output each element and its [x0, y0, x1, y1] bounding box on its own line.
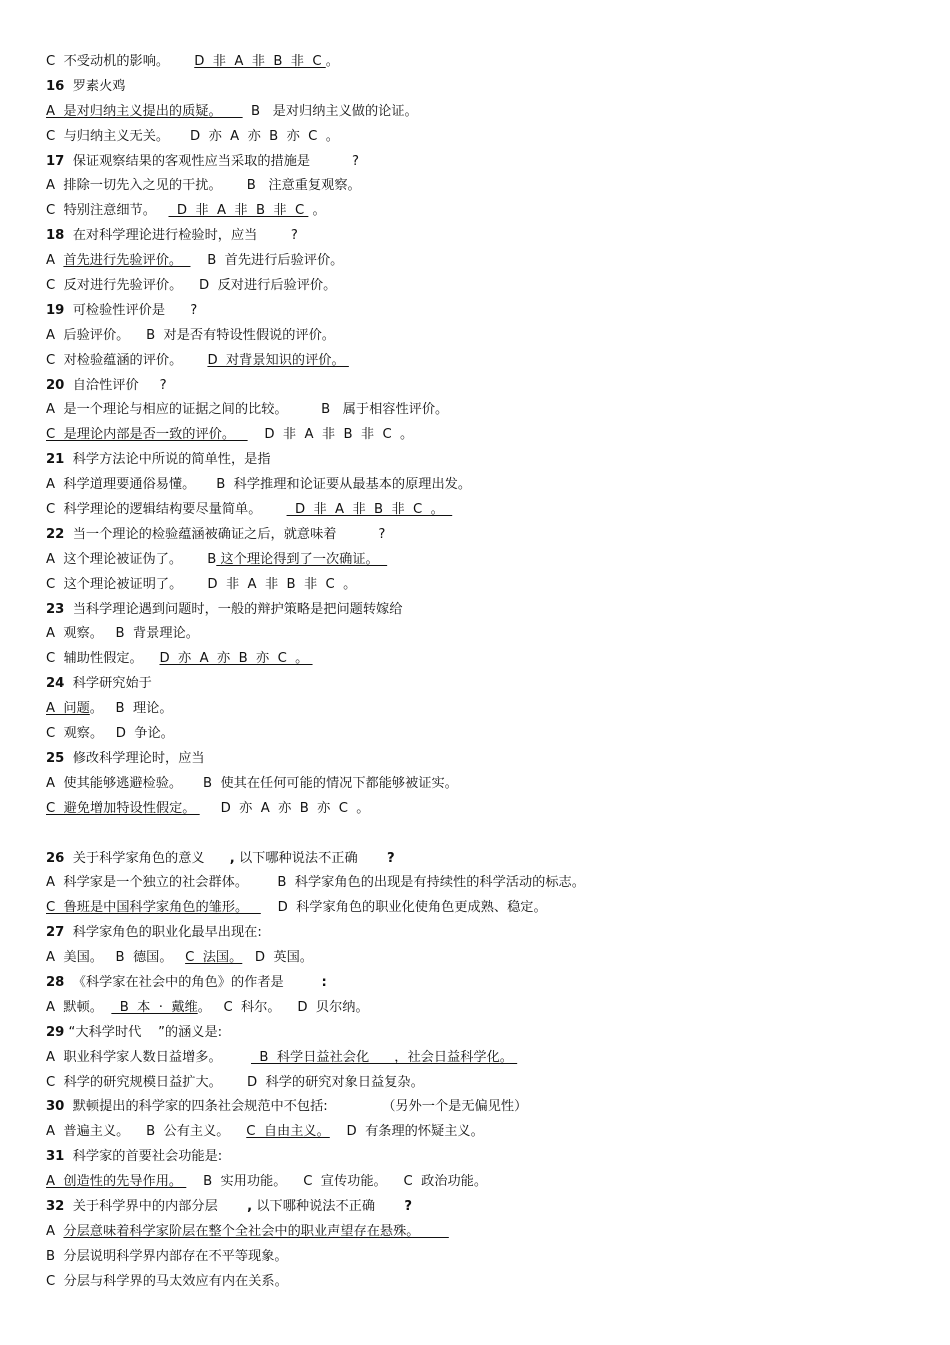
question-number: 28	[46, 974, 65, 990]
line-text: A 普遍主义。 B 公有主义。	[46, 1124, 247, 1140]
question-number: 22	[46, 526, 65, 542]
line-text: 。 B 理论。	[89, 701, 173, 717]
answer-text: D 非 A 非 B 非 C	[194, 54, 326, 69]
text-line	[46, 971, 926, 996]
text-line	[46, 274, 926, 299]
line-text: D 有条理的怀疑主义。	[329, 1124, 484, 1140]
line-text: C 辅助性假定。	[46, 651, 160, 667]
text-line	[46, 199, 926, 224]
line-text: D 英国。	[242, 950, 313, 966]
line-text: D 亦 A 亦 B 亦 C 。	[199, 800, 370, 816]
line-text: 在对科学理论进行检验时，应当 ?	[64, 228, 298, 244]
line-text: A 是一个理论与相应的证据之间的比较。 B 属于相容性评价。	[46, 402, 449, 418]
answer-text: C 避免增加特设性假定。	[46, 800, 200, 816]
text-line	[46, 573, 926, 598]
question-number: 25	[46, 750, 65, 766]
line-text: A 后验评价。 B 对是否有特设性假说的评价。	[46, 327, 335, 343]
text-line	[46, 1071, 926, 1096]
line-text: C 与归纳主义无关。 D 亦 A 亦 B 亦 C 。	[46, 128, 339, 144]
answer-text: D 非 A 非 B 非 C 。	[286, 502, 453, 518]
line-text: ?	[404, 1198, 413, 1214]
text-line	[46, 996, 926, 1021]
text-line	[46, 125, 926, 150]
text-line	[46, 921, 926, 946]
line-text: C 科学理论的逻辑结构要尽量简单。	[46, 502, 287, 518]
question-number: 26	[46, 850, 65, 866]
line-text: B 首先进行后验评价。	[190, 253, 344, 269]
answer-text: 分层意味着科学家阶层在整个全社会中的职业声望存在悬殊。	[63, 1223, 449, 1239]
line-text: 默顿提出的科学家的四条社会规范中不包括: （另外一个是无偏见性）	[64, 1099, 528, 1115]
line-text: 可检验性评价是 ?	[64, 302, 198, 318]
line-text: B 是对归纳主义做的论证。	[242, 103, 418, 119]
line-text: 关于科学家角色的意义	[64, 850, 230, 866]
text-line	[46, 1095, 926, 1120]
text-line	[46, 50, 926, 75]
text-line	[46, 772, 926, 797]
line-text: C 观察。 D 争论。	[46, 726, 174, 742]
text-line	[46, 1120, 926, 1145]
line-text: 科学家的首要社会功能是:	[64, 1149, 223, 1165]
line-text: 以下哪种说法不正确	[252, 1198, 405, 1214]
text-line	[46, 349, 926, 374]
text-line	[46, 797, 926, 822]
question-number: 20	[46, 377, 65, 393]
question-number: 32	[46, 1198, 65, 1214]
text-line	[46, 1270, 926, 1295]
line-text: A 观察。 B 背景理论。	[46, 626, 199, 642]
question-number: 27	[46, 925, 65, 941]
text-line	[46, 1046, 926, 1071]
text-line	[46, 946, 926, 971]
text-line	[46, 647, 926, 672]
line-text: 修改科学理论时，应当	[64, 750, 205, 766]
text-line	[46, 697, 926, 722]
text-line	[46, 622, 926, 647]
text-line	[46, 299, 926, 324]
line-text: A 职业科学家人数日益增多。	[46, 1049, 251, 1065]
question-number: 30	[46, 1099, 65, 1115]
answer-text: D 对背景知识的评价。	[207, 352, 349, 368]
blank-line	[46, 822, 926, 847]
line-text: C 特别注意细节。	[46, 203, 169, 219]
line-text: 科学方法论中所说的简单性，是指	[64, 452, 271, 468]
text-line	[46, 548, 926, 573]
line-text: A	[46, 253, 64, 269]
question-number: 18	[46, 228, 65, 244]
text-line	[46, 523, 926, 548]
text-line	[46, 722, 926, 747]
text-line	[46, 423, 926, 448]
line-text: C 对检验蕴涵的评价。	[46, 352, 208, 368]
line-text: C 分层与科学界的马太效应有内在关系。	[46, 1273, 288, 1289]
line-text: A 排除一切先入之见的干扰。 B 注意重复观察。	[46, 178, 361, 194]
text-line	[46, 847, 926, 872]
line-text: D 非 A 非 B 非 C 。	[247, 427, 414, 443]
line-text: 自洽性评价 ?	[64, 377, 167, 393]
line-text: :	[321, 974, 327, 990]
text-line	[46, 324, 926, 349]
question-number: 21	[46, 452, 65, 468]
line-text: ?	[387, 850, 395, 866]
line-text: ,	[229, 850, 235, 866]
line-text: A 默顿。	[46, 999, 112, 1015]
answer-text: A 问题	[46, 701, 90, 717]
answer-text: C 是理论内部是否一致的评价。	[46, 427, 248, 443]
line-text: 保证观察结果的客观性应当采取的措施是 ?	[64, 153, 360, 169]
text-line	[46, 871, 926, 896]
answer-text: A 创造性的先导作用。	[46, 1174, 187, 1190]
text-line	[46, 398, 926, 423]
question-number: 16	[46, 78, 65, 94]
answer-text: B 科学日益社会化 ，社会日益科学化。	[251, 1049, 518, 1065]
line-text: B 实用功能。 C 宣传功能。 C 政治功能。	[186, 1174, 488, 1190]
line-text: 关于科学界中的内部分层	[64, 1198, 248, 1214]
question-number: 17	[46, 153, 65, 169]
line-text: ,	[247, 1198, 253, 1214]
line-text: A 使其能够逃避检验。 B 使其在任何可能的情况下都能够被证实。	[46, 775, 458, 791]
text-line	[46, 672, 926, 697]
text-line	[46, 174, 926, 199]
line-text: 当科学理论遇到问题时，一般的辩护策略是把问题转嫁给	[64, 601, 403, 617]
text-line	[46, 896, 926, 921]
line-text: A 这个理论被证伪了。 B	[46, 551, 217, 567]
line-text: A	[46, 1223, 64, 1239]
question-number: 19	[46, 302, 65, 318]
text-line	[46, 1195, 926, 1220]
answer-text: C 自由主义。	[246, 1124, 330, 1140]
line-text: C 这个理论被证明了。 D 非 A 非 B 非 C 。	[46, 576, 357, 592]
answer-text: C 法国。	[185, 950, 243, 966]
text-line	[46, 150, 926, 175]
line-text: 。	[308, 203, 326, 219]
question-number: 31	[46, 1149, 65, 1165]
question-number: 24	[46, 676, 65, 692]
answer-text: D 亦 A 亦 B 亦 C 。	[159, 651, 313, 667]
answer-text: 首先进行先验评价。	[63, 253, 191, 269]
line-text: 《科学家在社会中的角色》的作者是	[64, 974, 322, 990]
line-text: 以下哪种说法不正确	[234, 850, 388, 866]
text-line	[46, 1145, 926, 1170]
text-line	[46, 448, 926, 473]
text-line	[46, 100, 926, 125]
line-text: 当一个理论的检验蕴涵被确证之后，就意味着 ?	[64, 526, 386, 542]
text-line	[46, 1220, 926, 1245]
answer-text: A 是对归纳主义提出的质疑。	[46, 103, 243, 119]
line-text: C 不受动机的影响。	[46, 54, 195, 69]
line-text: 科学家角色的职业化最早出现在:	[64, 925, 262, 941]
answer-text: 这个理论得到了一次确证。	[216, 551, 388, 567]
line-text: A 科学道理要通俗易懂。 B 科学推理和论证要从最基本的原理出发。	[46, 477, 472, 493]
text-line	[46, 1245, 926, 1270]
line-text: C 反对进行先验评价。 D 反对进行后验评价。	[46, 278, 337, 294]
document-body	[46, 50, 926, 1295]
text-line	[46, 747, 926, 772]
question-number: 23	[46, 601, 65, 617]
answer-text: B 本 · 戴维	[111, 999, 198, 1015]
question-number: 29	[46, 1024, 65, 1040]
line-text: 。 C 科尔。 D 贝尔纳。	[197, 999, 369, 1015]
text-line	[46, 75, 926, 100]
text-line	[46, 1021, 926, 1046]
line-text: A 美国。 B 德国。	[46, 950, 186, 966]
text-line	[46, 224, 926, 249]
text-line	[46, 374, 926, 399]
line-text: A 科学家是一个独立的社会群体。 B 科学家角色的出现是有持续性的科学活动的标志。	[46, 875, 585, 891]
text-line	[46, 473, 926, 498]
text-line	[46, 249, 926, 274]
answer-text: C 鲁班是中国科学家角色的雏形。	[46, 900, 261, 916]
line-text: “大科学时代 ”的涵义是:	[64, 1024, 223, 1040]
text-line	[46, 498, 926, 523]
line-text: 罗素火鸡	[64, 78, 126, 94]
text-line	[46, 1170, 926, 1195]
line-text: D 科学家角色的职业化使角色更成熟、稳定。	[260, 900, 547, 916]
text-line	[46, 598, 926, 623]
line-text: 科学研究始于	[64, 676, 152, 692]
line-text: C 科学的研究规模日益扩大。 D 科学的研究对象日益复杂。	[46, 1074, 424, 1090]
line-text: B 分层说明科学界内部存在不平等现象。	[46, 1248, 288, 1264]
answer-text: D 非 A 非 B 非 C	[168, 203, 309, 219]
line-text: 。	[325, 54, 339, 69]
